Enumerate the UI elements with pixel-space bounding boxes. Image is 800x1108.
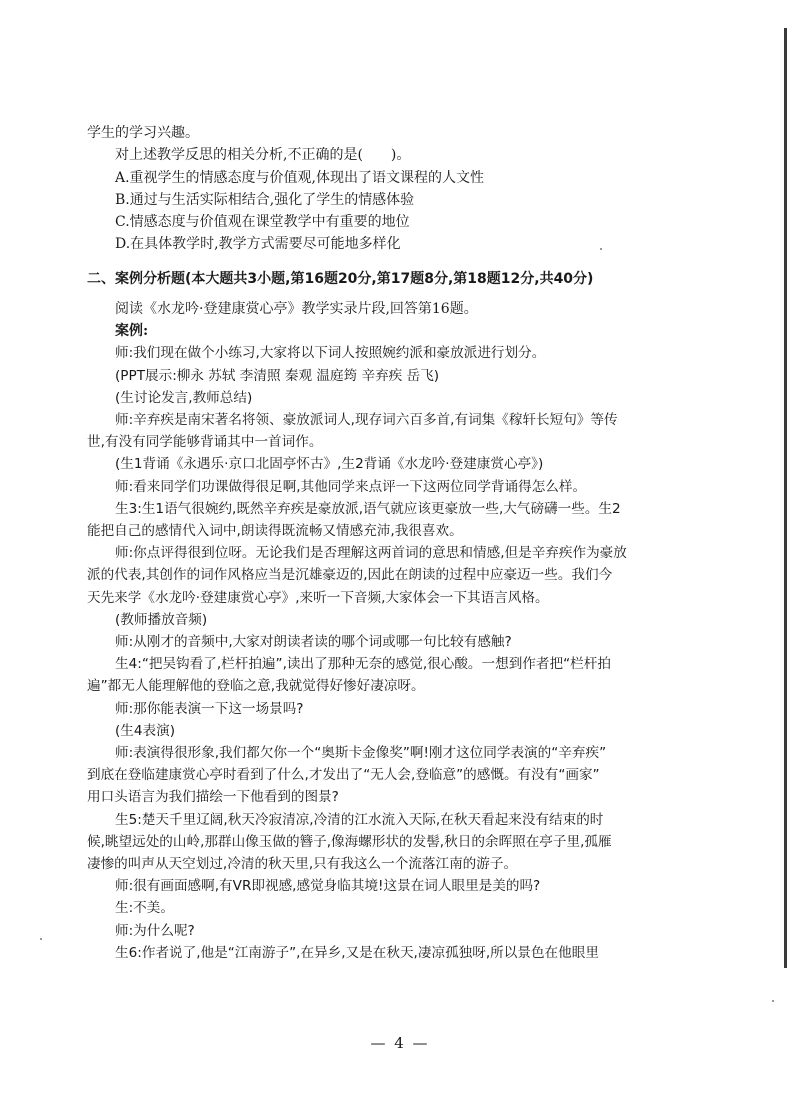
- option-c: C.情感态度与价值观在课堂教学中有重要的地位: [115, 214, 410, 231]
- section-title: 二、案例分析题(本大题共3小题,第16题20分,第17题8分,第18题12分,共40分): [87, 270, 594, 287]
- reading-instruction: 阅读《水龙吟·登建康赏心亭》教学实录片段,回答第16题。: [115, 300, 478, 317]
- scan-speck: [772, 1000, 774, 1002]
- transcript-line: 生5:楚天千里辽阔,秋天冷寂清凉,冷清的江水流入天际,在秋天看起来没有结束的时: [115, 811, 604, 828]
- binding-edge-rule: [784, 28, 787, 968]
- page-content: [87, 122, 665, 964]
- option-a: A.重视学生的情感态度与价值观,体现出了语文课程的人文性: [115, 169, 485, 186]
- transcript-line: 师:我们现在做个小练习,大家将以下词人按照婉约派和豪放派进行划分。: [115, 345, 546, 362]
- transcript-line: 派的代表,其创作的词作风格应当是沉雄豪迈的,因此在朗读的过程中应豪迈一些。我们今: [87, 567, 613, 584]
- transcript-line: 能把自己的感情代入词中,朗读得既流畅又情感充沛,我很喜欢。: [87, 523, 463, 539]
- option-d: D.在具体教学时,教学方式需要尽可能地多样化: [115, 236, 401, 253]
- scan-speck: [600, 248, 602, 250]
- transcript-line: 师:表演得很形象,我们都欠你一个“奥斯卡金像奖”啊!刚才这位同学表演的“辛弃疾”: [115, 745, 607, 762]
- previous-question-tail: 学生的学习兴趣。: [87, 125, 199, 141]
- transcript-line: 师:从刚才的音频中,大家对朗读者读的哪个词或哪一句比较有感触?: [115, 634, 512, 651]
- transcript-line: 天先来学《水龙吟·登建康赏心亭》,来听一下音频,大家体会一下其语言风格。: [87, 589, 549, 606]
- transcript-line: 师:你点评得很到位呀。无论我们是否理解这两首词的意思和情感,但是辛弃疾作为豪放: [115, 545, 627, 562]
- option-b: B.通过与生活实际相结合,强化了学生的情感体验: [115, 191, 415, 208]
- option-list: [87, 167, 665, 256]
- transcript-line: 候,眺望远处的山岭,那群山像玉做的簪子,像海螺形状的发髻,秋日的余晖照在亭子里,孤雁: [87, 833, 612, 850]
- transcript-line: 师:为什么呢?: [115, 922, 195, 939]
- transcript-line: 遍”都无人能理解他的登临之意,我就觉得好惨好凄凉呀。: [87, 678, 425, 695]
- scan-speck: [40, 938, 42, 940]
- transcript-line: (PPT展示:柳永 苏轼 李清照 秦观 温庭筠 辛弃疾 岳飞): [115, 367, 440, 384]
- transcript-line: 生4:“把吴钩看了,栏杆拍遍”,读出了那种无奈的感觉,很心酸。一想到作者把“栏杆拍: [115, 656, 611, 673]
- transcript-line: 师:那你能表演一下这一场景吗?: [115, 700, 304, 717]
- classroom-transcript: [87, 342, 665, 964]
- case-label: 案例:: [115, 323, 149, 340]
- transcript-line: (生讨论发言,教师总结): [115, 389, 253, 406]
- transcript-line: 世,有没有同学能够背诵其中一首词作。: [87, 434, 323, 451]
- page-number: — 4 —: [370, 1034, 430, 1052]
- question-stem: 对上述教学反思的相关分析,不正确的是( )。: [115, 147, 411, 164]
- transcript-line: 凄惨的叫声从天空划过,冷清的秋天里,只有我这么一个流落江南的游子。: [87, 856, 518, 873]
- transcript-line: 生6:作者说了,他是“江南游子”,在异乡,又是在秋天,凄凉孤独呀,所以景色在他眼里: [115, 944, 599, 961]
- transcript-line: 师:看来同学们功课做得很足啊,其他同学来点评一下这两位同学背诵得怎么样。: [115, 478, 587, 495]
- transcript-line: (生1背诵《永遇乐·京口北固亭怀古》,生2背诵《水龙吟·登建康赏心亭》): [115, 456, 544, 473]
- transcript-line: 到底在登临建康赏心亭时看到了什么,才发出了“无人会,登临意”的感慨。有没有“画家”: [87, 767, 600, 784]
- transcript-line: 师:很有画面感啊,有VR即视感,感觉身临其境!这景在词人眼里是美的吗?: [115, 878, 541, 895]
- transcript-line: (教师播放音频): [115, 611, 208, 628]
- transcript-line: 生3:生1语气很婉约,既然辛弃疾是豪放派,语气就应该更豪放一些,大气磅礴一些。生2: [115, 500, 621, 517]
- transcript-line: (生4表演): [115, 722, 176, 739]
- transcript-line: 生:不美。: [115, 900, 174, 917]
- transcript-line: 师:辛弃疾是南宋著名将领、豪放派词人,现存词六百多首,有词集《稼轩长短句》等传: [115, 411, 618, 428]
- transcript-line: 用口头语言为我们描绘一下他看到的图景?: [87, 789, 339, 806]
